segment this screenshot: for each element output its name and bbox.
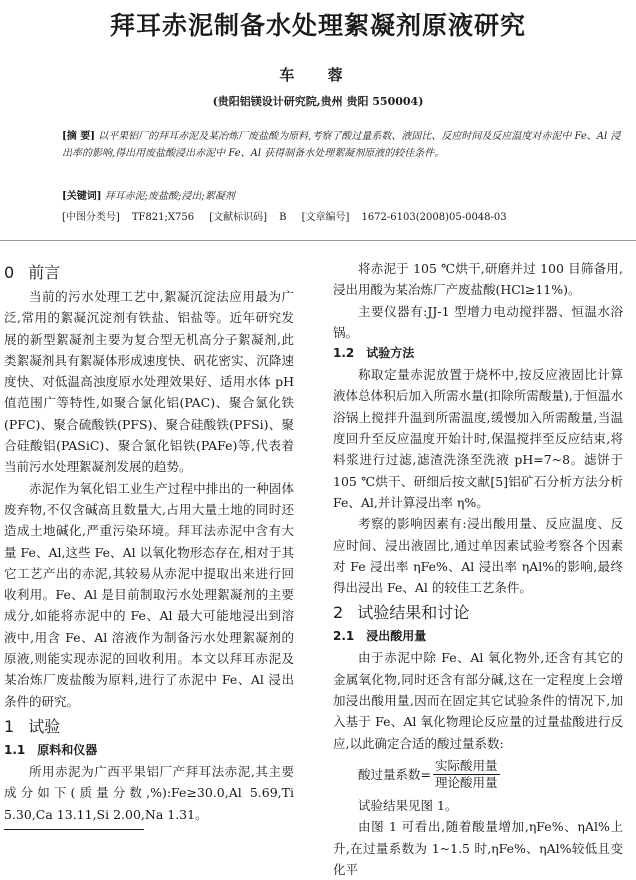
section-0-heading: 0 前言 (4, 263, 61, 282)
article-number-label: [文章编号] (301, 212, 350, 223)
section-1-heading: 1 试验 (4, 716, 61, 736)
section-2-heading: 2 试验结果和讨论 (333, 603, 470, 623)
formula-lhs: 酸过量系数= (358, 766, 431, 782)
header-divider (0, 240, 636, 241)
results-paragraph: 由图 1 可看出,随着酸量增加,ηFe%、ηAl%上升,在过量系数为 1~1.5 时,ηFe%、ηAl%较低且变化平 (333, 819, 623, 877)
article-number-value: 1672-6103(2008)05-0048-03 (361, 212, 507, 223)
cls-label: [中图分类号] (62, 212, 120, 223)
method-paragraph: 称取定量赤泥放置于烧杯中,按反应液固比计算液体总体积后加入所需水量(扣除所需酸量),于恒温水浴锅上搅拌升温到所需温度,缓慢加入所需酸量,当温度回升至反应温度开始计时,保温搅拌至反应结束,将料浆进行过滤,滤渣洗涤至洗液 pH=7~8。滤饼于 105 ℃烘干、研细后按文献[5]铝矿石分析方法分析 Fe、Al,并计算浸出率 η%。 (333, 367, 623, 510)
section-1-2-heading: 1.2 试验方法 (333, 346, 415, 361)
footnote-rule (4, 829, 144, 830)
acid-paragraph: 由于赤泥中除 Fe、Al 氧化物外,还含有其它的金属氧化物,同时还含有部分碱,这在一定程度上会增加浸出酸用量,因而在固定其它试验条件的情况下,加入基于 Fe、Al 氧化物理论反应量的过量盐酸进行反应,以此确定合适的酸过量系数: (333, 650, 623, 751)
abstract (62, 128, 622, 162)
keywords-label: [关键词] (62, 191, 102, 202)
doc-code-label: [文献标识码] (209, 212, 268, 223)
results-ref-paragraph: 试验结果见图 1。 (358, 797, 458, 813)
abstract-label: [摘 要] (62, 131, 95, 142)
materials-paragraph: 所用赤泥为广西平果铝厂产拜耳法赤泥,其主要成分如下(质量分数,%):Fe≥30.0,Al 5.69,Ti 5.30,Ca 13.11,Si 2.00,Na 1.31。 (4, 763, 294, 822)
cls-value: TF821;X756 (131, 212, 195, 223)
author-affiliation: (贵阳铝镁设计研究院,贵州 贵阳 550004) (212, 95, 424, 108)
article-title: 拜耳赤泥制备水处理絮凝剂原液研究 (109, 11, 526, 40)
prep-paragraph: 将赤泥于 105 ℃烘干,研磨并过 100 目筛备用,浸出用酸为某冶炼厂产废盐酸(HCl≥11%)。 (333, 261, 623, 298)
left-column (4, 258, 294, 830)
section-1-1-heading: 1.1 原料和仪器 (4, 742, 98, 757)
formula-denominator: 理论酸用量 (434, 774, 498, 790)
formula-numerator: 实际酸用量 (434, 757, 498, 773)
keywords (62, 188, 622, 205)
keywords-text: 拜耳赤泥;废盐酸;浸出;絮凝剂 (104, 191, 235, 202)
acid-excess-formula (358, 758, 623, 791)
intro-paragraph-1: 当前的污水处理工艺中,絮凝沉淀法应用最为广泛,常用的絮凝沉淀剂有铁盐、铝盐等。近年研究发展的新型絮凝剂主要为复合型无机高分子絮凝剂,此类絮凝剂具有絮凝体形成速度快、矾花密实、沉降速度快、对低温高浊度原水处理效果好、适用水体 pH 值范围广等特性,如聚合氯化铝(PAC)、聚合氯化铁(PFC)、聚合硫酸铁(PFS)、聚合硅酸铁(PFSi)、聚合硅酸铝(PASiC)、聚合氯化铝铁(PAFe)等,代表着当前污水处理絮凝剂发展的趋势。 (4, 289, 294, 475)
intro-paragraph-2: 赤泥作为氧化铝工业生产过程中排出的一种固体废弃物,不仅含碱高且数量大,占用大量土地的同时还造成土地碱化,严重污染环境。拜耳法赤泥中含有大量 Fe、Al,这些 Fe、Al 以氧化物形态存在,相对于其它工艺产出的赤泥,其较易从赤泥中提取出来进行回收利用。Fe、Al 是目前制取污水处理絮凝剂的主要成分,如能将赤泥中的 Fe、Al 最大可能地浸出到溶液中,用含 Fe、Al 溶液作为制备污水处理絮凝剂的原液,则能实现赤泥的回收利用。本文以拜耳赤泥及某冶炼厂废盐酸为原料,进行了赤泥中 Fe、Al 浸出条件的研究。 (4, 480, 294, 709)
factors-paragraph: 考察的影响因素有:浸出酸用量、反应温度、反应时间、浸出液固比,通过单因素试验考察各个因素对 Fe 浸出率 ηFe%、Al 浸出率 ηAl%的影响,最终得出浸出 Fe、Al 的较佳工艺条件。 (333, 516, 623, 596)
author-name: 车 蓉 (279, 66, 357, 84)
section-2-1-heading: 2.1 浸出酸用量 (333, 629, 427, 644)
right-column (333, 258, 623, 880)
classification-line (62, 209, 622, 226)
formula-fraction (433, 758, 500, 791)
abstract-text: 以平果铝厂的拜耳赤泥及某冶炼厂废盐酸为原料,考察了酸过量系数、液固比、反应时间及反应温度对赤泥中 Fe、Al 浸出率的影响,得出用废盐酸浸出赤泥中 Fe、Al 获得制备水处理絮凝剂原液的较佳条件。 (62, 131, 621, 159)
instruments-paragraph: 主要仪器有:JJ-1 型增力电动搅拌器、恒温水浴锅。 (333, 303, 623, 340)
doc-code-value: B (279, 212, 287, 223)
